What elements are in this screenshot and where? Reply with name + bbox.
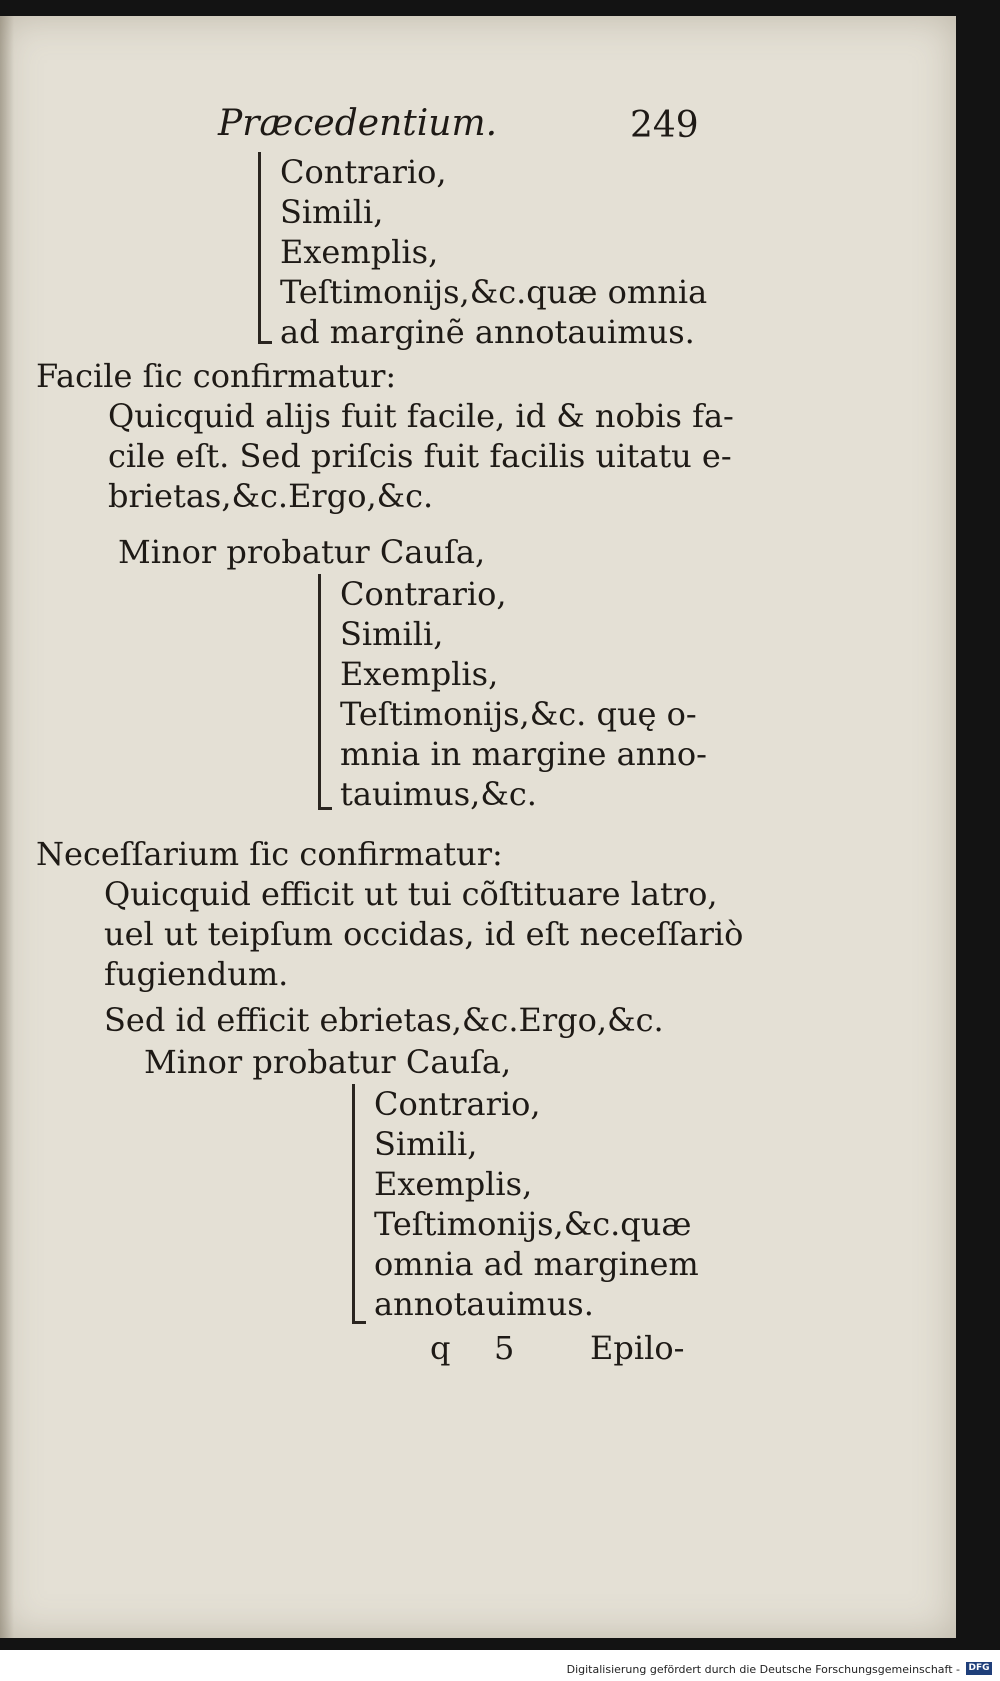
brace-2 <box>318 574 321 810</box>
section-heading: Neceſſarium ſic confirmatur: <box>36 835 503 873</box>
list-item: Contrario, <box>280 153 447 191</box>
list-item: Simili, <box>280 193 384 231</box>
body-line: Sed id efficit ebrietas,&c.Ergo,&c. <box>104 1001 664 1039</box>
page-number: 249 <box>630 105 699 146</box>
list-item: Contrario, <box>340 575 507 613</box>
signature-mark: 5 <box>494 1329 515 1367</box>
book-page <box>0 16 956 1638</box>
list-item: mnia in margine anno- <box>340 735 707 773</box>
body-line: cile eſt. Sed priſcis fuit facilis uitatu e- <box>108 437 732 475</box>
list-item: omnia ad marginem <box>374 1245 699 1283</box>
body-line: uel ut teipſum occidas, id eſt neceſſariò <box>104 915 744 953</box>
body-line: Quicquid alijs fuit facile, id & nobis fa- <box>108 397 734 435</box>
brace-3 <box>352 1084 355 1324</box>
footer-credit: Digitalisierung gefördert durch die Deutsche Forschungsgemeinschaft - <box>566 1663 960 1676</box>
brace-1 <box>258 152 261 344</box>
list-item: Exemplis, <box>280 233 439 271</box>
list-item: ad marginẽ annotauimus. <box>280 313 695 351</box>
minor-line: Minor probatur Cauſa, <box>144 1043 512 1081</box>
list-item: Exemplis, <box>340 655 499 693</box>
list-item: Teſtimonijs,&c.quæ <box>374 1205 692 1243</box>
list-item: Teſtimonijs,&c. quę o- <box>340 695 697 733</box>
body-line: Quicquid efficit ut tui cõſtituare latro, <box>104 875 718 913</box>
body-line: fugiendum. <box>104 955 289 993</box>
catchword: Epilo- <box>590 1329 685 1367</box>
list-item: annotauimus. <box>374 1285 594 1323</box>
minor-line: Minor probatur Cauſa, <box>118 533 486 571</box>
list-item: Simili, <box>374 1125 478 1163</box>
section-heading: Facile ſic confirmatur: <box>36 357 397 395</box>
body-line: brietas,&c.Ergo,&c. <box>108 477 434 515</box>
dfg-logo: DFG <box>966 1662 992 1675</box>
list-item: Teſtimonijs,&c.quæ omnia <box>280 273 708 311</box>
running-head: Præcedentium. <box>218 103 498 144</box>
list-item: Contrario, <box>374 1085 541 1123</box>
signature-mark: q <box>430 1329 451 1367</box>
list-item: tauimus,&c. <box>340 775 537 813</box>
list-item: Simili, <box>340 615 444 653</box>
list-item: Exemplis, <box>374 1165 533 1203</box>
